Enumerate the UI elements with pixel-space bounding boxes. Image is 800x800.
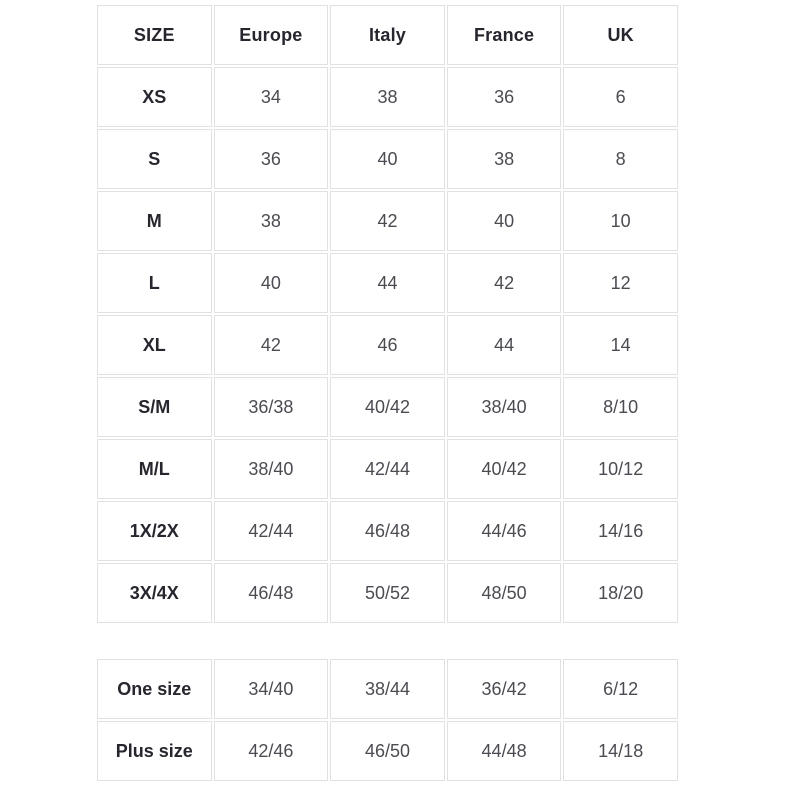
value-cell-france: 36 [447,67,562,127]
value-cell-france: 40 [447,191,562,251]
value-cell-france: 48/50 [447,563,562,623]
value-cell-uk: 8 [563,129,678,189]
size-table-body [97,67,678,623]
value-cell-italy: 46/48 [330,501,445,561]
size-label-cell: S [97,129,212,189]
value-cell-europe: 38/40 [214,439,329,499]
special-sizes-table [95,657,680,783]
column-header-size: SIZE [97,5,212,65]
size-label-cell: XS [97,67,212,127]
value-cell-italy: 46 [330,315,445,375]
value-cell-france: 44/48 [447,721,562,781]
column-header-uk: UK [563,5,678,65]
value-cell-italy: 38 [330,67,445,127]
column-header-italy: Italy [330,5,445,65]
value-cell-italy: 40/42 [330,377,445,437]
value-cell-uk: 8/10 [563,377,678,437]
value-cell-france: 40/42 [447,439,562,499]
value-cell-europe: 40 [214,253,329,313]
size-label-cell: M [97,191,212,251]
size-label-cell: M/L [97,439,212,499]
value-cell-france: 36/42 [447,659,562,719]
value-cell-uk: 10/12 [563,439,678,499]
value-cell-italy: 44 [330,253,445,313]
row-m [97,191,678,251]
value-cell-uk: 6/12 [563,659,678,719]
column-header-france: France [447,5,562,65]
tables-container [95,3,680,783]
value-cell-france: 38/40 [447,377,562,437]
value-cell-italy: 50/52 [330,563,445,623]
value-cell-france: 44 [447,315,562,375]
value-cell-italy: 42/44 [330,439,445,499]
value-cell-italy: 40 [330,129,445,189]
row-one-size [97,659,678,719]
size-table-header [97,5,678,65]
value-cell-europe: 46/48 [214,563,329,623]
value-cell-europe: 34 [214,67,329,127]
value-cell-france: 42 [447,253,562,313]
row-3x-4x [97,563,678,623]
value-cell-europe: 36 [214,129,329,189]
special-sizes-body [97,659,678,781]
row-1x-2x [97,501,678,561]
value-cell-italy: 42 [330,191,445,251]
value-cell-uk: 14 [563,315,678,375]
row-m-l [97,439,678,499]
value-cell-uk: 12 [563,253,678,313]
row-xs [97,67,678,127]
row-s [97,129,678,189]
row-xl [97,315,678,375]
value-cell-uk: 14/18 [563,721,678,781]
value-cell-uk: 6 [563,67,678,127]
size-label-cell: 1X/2X [97,501,212,561]
size-label-cell: XL [97,315,212,375]
row-plus-size [97,721,678,781]
value-cell-uk: 14/16 [563,501,678,561]
row-l [97,253,678,313]
value-cell-france: 38 [447,129,562,189]
value-cell-italy: 38/44 [330,659,445,719]
value-cell-france: 44/46 [447,501,562,561]
value-cell-europe: 42/46 [214,721,329,781]
size-label-cell: 3X/4X [97,563,212,623]
value-cell-uk: 10 [563,191,678,251]
column-header-europe: Europe [214,5,329,65]
value-cell-europe: 42/44 [214,501,329,561]
value-cell-europe: 38 [214,191,329,251]
size-label-cell: One size [97,659,212,719]
value-cell-uk: 18/20 [563,563,678,623]
header-row [97,5,678,65]
value-cell-europe: 36/38 [214,377,329,437]
size-conversion-table [95,3,680,625]
size-label-cell: Plus size [97,721,212,781]
value-cell-italy: 46/50 [330,721,445,781]
row-s-m [97,377,678,437]
size-label-cell: S/M [97,377,212,437]
size-label-cell: L [97,253,212,313]
value-cell-europe: 42 [214,315,329,375]
value-cell-europe: 34/40 [214,659,329,719]
